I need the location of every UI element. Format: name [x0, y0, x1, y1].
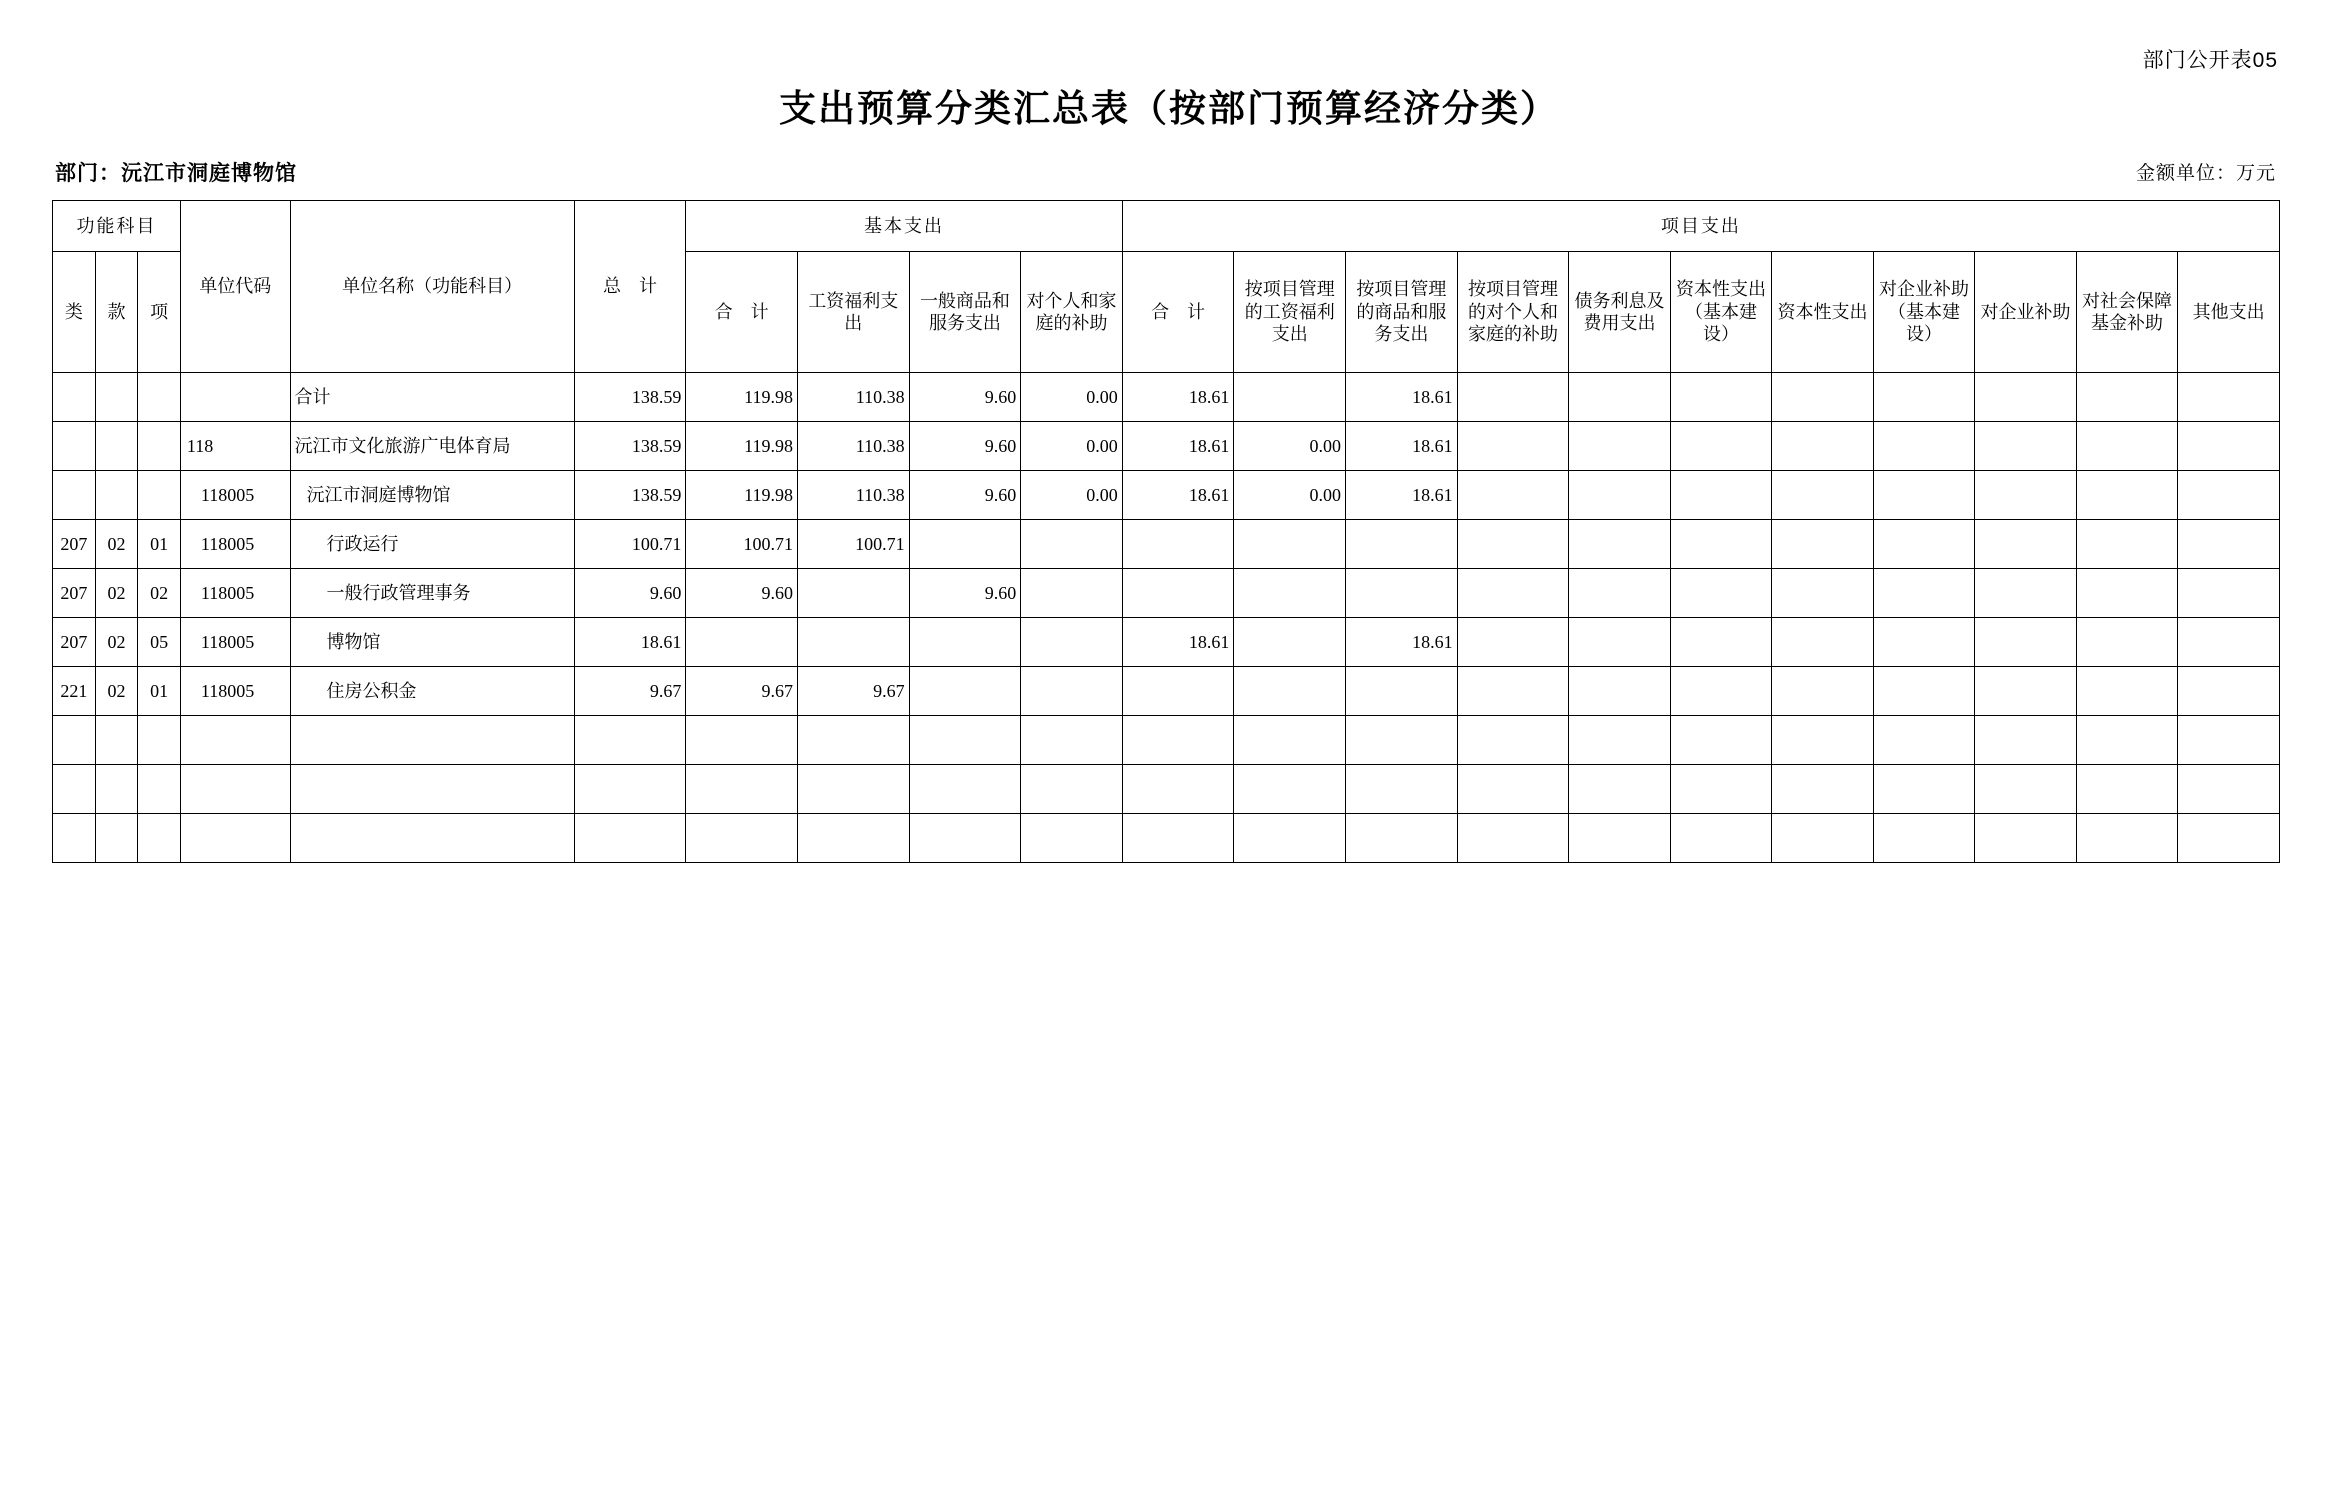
cell-empty [95, 814, 138, 863]
cell-empty [2076, 716, 2177, 765]
cell-enterprise-subsidy [1975, 471, 2076, 520]
header-enterprise-subsidy-basic: 对企业补助（基本建设） [1873, 252, 1974, 373]
cell-enterprise-subsidy-basic [1873, 569, 1974, 618]
cell-empty [95, 765, 138, 814]
cell-capital-basic [1670, 667, 1771, 716]
cell-enterprise-subsidy-basic [1873, 618, 1974, 667]
cell-empty [138, 716, 181, 765]
cell-empty [95, 716, 138, 765]
cell-empty [2178, 716, 2280, 765]
header-function-subject: 功能科目 [53, 201, 181, 252]
cell-kuan: 02 [95, 569, 138, 618]
cell-empty [1346, 716, 1458, 765]
header-basic-person: 对个人和家庭的补助 [1021, 252, 1122, 373]
cell-empty [909, 814, 1021, 863]
header-project-person: 按项目管理的对个人和家庭的补助 [1457, 252, 1569, 373]
page-title: 支出预算分类汇总表（按部门预算经济分类） [779, 88, 1559, 129]
cell-empty [1873, 716, 1974, 765]
cell-project-person [1457, 618, 1569, 667]
cell-total: 9.67 [574, 667, 686, 716]
cell-basic-goods [909, 520, 1021, 569]
cell-empty [686, 814, 798, 863]
cell-unit-name: 住房公积金 [290, 667, 574, 716]
cell-empty [1975, 716, 2076, 765]
cell-debt-interest [1569, 618, 1670, 667]
cell-xiang [138, 471, 181, 520]
cell-lei [53, 471, 96, 520]
cell-project-total [1122, 667, 1234, 716]
cell-basic-salary [797, 569, 909, 618]
cell-other [2178, 520, 2280, 569]
cell-unit-name: 一般行政管理事务 [290, 569, 574, 618]
budget-table [52, 200, 2280, 863]
cell-empty [797, 765, 909, 814]
cell-project-total: 18.61 [1122, 471, 1234, 520]
cell-lei [53, 373, 96, 422]
table-body [53, 373, 2280, 863]
cell-other [2178, 422, 2280, 471]
cell-empty [1772, 765, 1873, 814]
cell-project-goods: 18.61 [1346, 373, 1458, 422]
cell-empty [138, 765, 181, 814]
cell-basic-person [1021, 618, 1122, 667]
cell-unit-name: 博物馆 [290, 618, 574, 667]
cell-empty [1670, 716, 1771, 765]
cell-empty [686, 765, 798, 814]
cell-enterprise-subsidy-basic [1873, 373, 1974, 422]
cell-social-security-fund [2076, 667, 2177, 716]
cell-empty [1122, 814, 1234, 863]
department-label: 部门：沅江市洞庭博物馆 [55, 162, 297, 185]
cell-other [2178, 569, 2280, 618]
cell-basic-salary: 110.38 [797, 373, 909, 422]
cell-capital-basic [1670, 422, 1771, 471]
cell-project-salary [1234, 373, 1346, 422]
cell-unit-name: 合计 [290, 373, 574, 422]
cell-project-total: 18.61 [1122, 373, 1234, 422]
cell-empty [180, 716, 290, 765]
cell-unit-code: 118005 [180, 471, 290, 520]
cell-empty [1021, 765, 1122, 814]
cell-unit-code: 118005 [180, 569, 290, 618]
cell-project-person [1457, 373, 1569, 422]
cell-empty [1569, 814, 1670, 863]
cell-project-salary: 0.00 [1234, 471, 1346, 520]
table-row [53, 667, 2280, 716]
cell-basic-goods: 9.60 [909, 471, 1021, 520]
cell-project-salary [1234, 520, 1346, 569]
cell-basic-person [1021, 569, 1122, 618]
cell-unit-code: 118005 [180, 618, 290, 667]
cell-basic-total: 9.67 [686, 667, 798, 716]
cell-unit-code: 118005 [180, 520, 290, 569]
cell-empty [1234, 814, 1346, 863]
cell-empty [686, 716, 798, 765]
table-row-empty [53, 765, 2280, 814]
header-unit-code: 单位代码 [180, 201, 290, 373]
cell-other [2178, 667, 2280, 716]
cell-basic-salary: 110.38 [797, 471, 909, 520]
cell-project-goods [1346, 520, 1458, 569]
cell-empty [1021, 716, 1122, 765]
cell-debt-interest [1569, 569, 1670, 618]
header-other: 其他支出 [2178, 252, 2280, 373]
cell-empty [53, 765, 96, 814]
cell-empty [574, 814, 686, 863]
cell-empty [1873, 765, 1974, 814]
table-row-empty [53, 716, 2280, 765]
cell-kuan: 02 [95, 667, 138, 716]
cell-kuan [95, 422, 138, 471]
cell-project-total: 18.61 [1122, 422, 1234, 471]
cell-empty [1975, 765, 2076, 814]
cell-capital-basic [1670, 373, 1771, 422]
cell-capital [1772, 569, 1873, 618]
cell-empty [1670, 765, 1771, 814]
cell-project-total [1122, 569, 1234, 618]
cell-unit-code: 118 [180, 422, 290, 471]
cell-debt-interest [1569, 471, 1670, 520]
header-debt-interest: 债务利息及费用支出 [1569, 252, 1670, 373]
cell-empty [909, 765, 1021, 814]
cell-debt-interest [1569, 422, 1670, 471]
header-total: 总 计 [574, 201, 686, 373]
cell-basic-total: 100.71 [686, 520, 798, 569]
cell-xiang: 02 [138, 569, 181, 618]
cell-empty [2076, 814, 2177, 863]
header-lei: 类 [53, 252, 96, 373]
cell-empty [1346, 814, 1458, 863]
cell-social-security-fund [2076, 471, 2177, 520]
cell-basic-total: 119.98 [686, 373, 798, 422]
cell-capital [1772, 667, 1873, 716]
cell-empty [2178, 765, 2280, 814]
cell-debt-interest [1569, 667, 1670, 716]
cell-empty [1234, 716, 1346, 765]
cell-debt-interest [1569, 520, 1670, 569]
cell-empty [1873, 814, 1974, 863]
cell-empty [290, 765, 574, 814]
cell-total: 9.60 [574, 569, 686, 618]
cell-social-security-fund [2076, 422, 2177, 471]
cell-total: 100.71 [574, 520, 686, 569]
cell-capital [1772, 422, 1873, 471]
cell-empty [1021, 814, 1122, 863]
cell-empty [138, 814, 181, 863]
cell-enterprise-subsidy-basic [1873, 422, 1974, 471]
cell-basic-person [1021, 520, 1122, 569]
cell-empty [1122, 765, 1234, 814]
cell-empty [1569, 765, 1670, 814]
cell-project-salary [1234, 569, 1346, 618]
cell-empty [797, 814, 909, 863]
cell-project-goods: 18.61 [1346, 618, 1458, 667]
cell-capital [1772, 618, 1873, 667]
cell-unit-code: 118005 [180, 667, 290, 716]
cell-capital-basic [1670, 569, 1771, 618]
cell-basic-goods [909, 667, 1021, 716]
cell-social-security-fund [2076, 569, 2177, 618]
cell-empty [1975, 814, 2076, 863]
cell-basic-person: 0.00 [1021, 373, 1122, 422]
cell-basic-total [686, 618, 798, 667]
cell-unit-name: 沅江市洞庭博物馆 [290, 471, 574, 520]
cell-empty [1457, 814, 1569, 863]
cell-empty [1234, 765, 1346, 814]
cell-project-goods: 18.61 [1346, 471, 1458, 520]
cell-enterprise-subsidy-basic [1873, 667, 1974, 716]
cell-project-person [1457, 569, 1569, 618]
header-enterprise-subsidy: 对企业补助 [1975, 252, 2076, 373]
cell-xiang: 01 [138, 520, 181, 569]
cell-project-person [1457, 667, 1569, 716]
cell-basic-goods: 9.60 [909, 422, 1021, 471]
cell-empty [1670, 814, 1771, 863]
table-row [53, 618, 2280, 667]
cell-kuan [95, 471, 138, 520]
cell-empty [180, 814, 290, 863]
table-row [53, 422, 2280, 471]
cell-kuan [95, 373, 138, 422]
cell-project-salary [1234, 618, 1346, 667]
cell-empty [2076, 765, 2177, 814]
cell-basic-person: 0.00 [1021, 471, 1122, 520]
cell-unit-code [180, 373, 290, 422]
table-row [53, 520, 2280, 569]
cell-empty [1772, 716, 1873, 765]
cell-other [2178, 471, 2280, 520]
cell-capital-basic [1670, 520, 1771, 569]
header-capital: 资本性支出 [1772, 252, 1873, 373]
cell-empty [1569, 716, 1670, 765]
header-unit-name: 单位名称（功能科目） [290, 201, 574, 373]
cell-project-total [1122, 520, 1234, 569]
header-project-total: 合 计 [1122, 252, 1234, 373]
cell-lei: 221 [53, 667, 96, 716]
cell-basic-person: 0.00 [1021, 422, 1122, 471]
header-row-groups [53, 201, 2280, 252]
cell-empty [53, 716, 96, 765]
cell-enterprise-subsidy [1975, 618, 2076, 667]
cell-basic-goods [909, 618, 1021, 667]
header-basic-salary: 工资福利支出 [797, 252, 909, 373]
amount-unit-label: 金额单位：万元 [2135, 163, 2276, 184]
cell-empty [290, 716, 574, 765]
cell-empty [1346, 765, 1458, 814]
cell-capital [1772, 471, 1873, 520]
cell-basic-salary [797, 618, 909, 667]
cell-basic-goods: 9.60 [909, 373, 1021, 422]
cell-empty [290, 814, 574, 863]
cell-lei: 207 [53, 569, 96, 618]
cell-social-security-fund [2076, 520, 2177, 569]
table-row-empty [53, 814, 2280, 863]
cell-kuan: 02 [95, 618, 138, 667]
header-capital-basic: 资本性支出（基本建设） [1670, 252, 1771, 373]
cell-debt-interest [1569, 373, 1670, 422]
cell-total: 138.59 [574, 373, 686, 422]
header-xiang: 项 [138, 252, 181, 373]
header-project-goods: 按项目管理的商品和服务支出 [1346, 252, 1458, 373]
cell-enterprise-subsidy [1975, 520, 2076, 569]
cell-project-total: 18.61 [1122, 618, 1234, 667]
cell-enterprise-subsidy [1975, 373, 2076, 422]
cell-social-security-fund [2076, 618, 2177, 667]
cell-lei: 207 [53, 520, 96, 569]
cell-enterprise-subsidy-basic [1873, 471, 1974, 520]
cell-basic-goods: 9.60 [909, 569, 1021, 618]
form-number: 部门公开表05 [2142, 49, 2278, 72]
cell-project-salary [1234, 667, 1346, 716]
cell-capital-basic [1670, 618, 1771, 667]
cell-other [2178, 373, 2280, 422]
cell-project-salary: 0.00 [1234, 422, 1346, 471]
cell-enterprise-subsidy-basic [1873, 520, 1974, 569]
cell-empty [574, 716, 686, 765]
cell-capital [1772, 520, 1873, 569]
cell-capital-basic [1670, 471, 1771, 520]
cell-enterprise-subsidy [1975, 569, 2076, 618]
cell-lei [53, 422, 96, 471]
cell-enterprise-subsidy [1975, 667, 2076, 716]
cell-enterprise-subsidy [1975, 422, 2076, 471]
cell-unit-name: 行政运行 [290, 520, 574, 569]
header-project-salary: 按项目管理的工资福利支出 [1234, 252, 1346, 373]
cell-total: 18.61 [574, 618, 686, 667]
header-social-security-fund: 对社会保障基金补助 [2076, 252, 2177, 373]
cell-empty [574, 765, 686, 814]
cell-basic-salary: 9.67 [797, 667, 909, 716]
cell-lei: 207 [53, 618, 96, 667]
cell-xiang: 01 [138, 667, 181, 716]
table-row [53, 569, 2280, 618]
cell-basic-salary: 100.71 [797, 520, 909, 569]
cell-basic-person [1021, 667, 1122, 716]
cell-basic-total: 119.98 [686, 471, 798, 520]
cell-project-person [1457, 520, 1569, 569]
cell-empty [909, 716, 1021, 765]
cell-empty [1457, 765, 1569, 814]
table-row [53, 471, 2280, 520]
table-row [53, 373, 2280, 422]
header-basic-expenditure: 基本支出 [686, 201, 1122, 252]
cell-basic-total: 9.60 [686, 569, 798, 618]
cell-other [2178, 618, 2280, 667]
cell-xiang [138, 422, 181, 471]
cell-empty [797, 716, 909, 765]
cell-empty [180, 765, 290, 814]
cell-social-security-fund [2076, 373, 2177, 422]
cell-total: 138.59 [574, 471, 686, 520]
cell-empty [1122, 716, 1234, 765]
header-kuan: 款 [95, 252, 138, 373]
header-basic-goods: 一般商品和服务支出 [909, 252, 1021, 373]
header-basic-total: 合 计 [686, 252, 798, 373]
cell-capital [1772, 373, 1873, 422]
cell-empty [53, 814, 96, 863]
cell-basic-total: 119.98 [686, 422, 798, 471]
cell-unit-name: 沅江市文化旅游广电体育局 [290, 422, 574, 471]
cell-xiang: 05 [138, 618, 181, 667]
cell-empty [1772, 814, 1873, 863]
cell-project-goods [1346, 667, 1458, 716]
cell-project-person [1457, 471, 1569, 520]
cell-project-goods: 18.61 [1346, 422, 1458, 471]
cell-basic-salary: 110.38 [797, 422, 909, 471]
cell-project-goods [1346, 569, 1458, 618]
header-project-expenditure: 项目支出 [1122, 201, 2279, 252]
cell-empty [2178, 814, 2280, 863]
cell-xiang [138, 373, 181, 422]
cell-kuan: 02 [95, 520, 138, 569]
cell-total: 138.59 [574, 422, 686, 471]
cell-project-person [1457, 422, 1569, 471]
cell-empty [1457, 716, 1569, 765]
